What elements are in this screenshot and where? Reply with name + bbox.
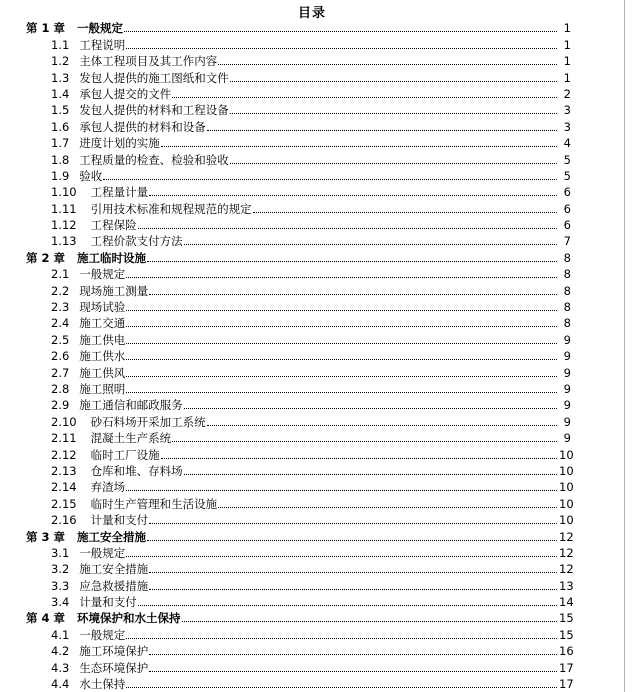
toc-entry-title: 主体工程项目及其工作内容 bbox=[79, 54, 218, 69]
toc-entry-number: 2.3 bbox=[51, 300, 70, 315]
toc-section-entry[interactable] bbox=[0, 232, 624, 248]
toc-entry-number: 2.12 bbox=[51, 447, 77, 462]
toc-entry-title: 承包人提交的文件 bbox=[79, 86, 172, 101]
toc-entry-title: 现场试验 bbox=[79, 300, 126, 315]
toc-entry-title: 一般规定 bbox=[79, 545, 126, 560]
dot-leader bbox=[126, 687, 557, 688]
toc-entry-title: 水土保持 bbox=[79, 677, 126, 692]
toc-entry-title: 施工供水 bbox=[79, 349, 126, 364]
toc-page-number: 10 bbox=[559, 447, 574, 462]
toc-entry-number: 2.9 bbox=[51, 398, 70, 413]
dot-leader bbox=[149, 671, 557, 672]
toc-section-entry[interactable] bbox=[0, 265, 624, 281]
toc-page-number: 8 bbox=[563, 316, 571, 331]
toc-section-entry[interactable] bbox=[0, 462, 624, 478]
toc-entry-title: 施工交通 bbox=[79, 316, 126, 331]
toc-page-number: 4 bbox=[563, 136, 571, 151]
toc-section-entry[interactable] bbox=[0, 35, 624, 51]
toc-entry-number: 2.10 bbox=[51, 414, 77, 429]
toc-entry-title: 发包人提供的材料和工程设备 bbox=[79, 103, 229, 118]
dot-leader bbox=[149, 589, 557, 590]
toc-entry-number: 1.9 bbox=[51, 168, 70, 183]
toc-entry-title: 弃渣场 bbox=[90, 480, 126, 495]
toc-section-entry[interactable] bbox=[0, 134, 624, 150]
toc-section-entry[interactable] bbox=[0, 445, 624, 461]
toc-entry-title: 环境保护和水土保持 bbox=[77, 611, 181, 626]
toc-entry-title: 仓库和堆、存料场 bbox=[90, 463, 183, 478]
dot-leader bbox=[126, 48, 557, 49]
dot-leader bbox=[161, 146, 557, 147]
dot-leader bbox=[126, 556, 557, 557]
toc-page-number: 9 bbox=[563, 381, 571, 396]
dot-leader bbox=[184, 474, 557, 475]
dot-leader bbox=[172, 441, 557, 442]
toc-entry-title: 施工供电 bbox=[79, 332, 126, 347]
toc-page-number: 17 bbox=[559, 677, 574, 692]
toc-entry-title: 计量和支付 bbox=[90, 513, 149, 528]
dot-leader bbox=[126, 392, 557, 393]
toc-section-entry[interactable] bbox=[0, 560, 624, 576]
toc-page-number: 6 bbox=[563, 201, 571, 216]
toc-entry-title: 生态环境保护 bbox=[79, 660, 149, 675]
toc-page-number: 15 bbox=[559, 627, 574, 642]
toc-section-entry[interactable] bbox=[0, 642, 624, 658]
dot-leader bbox=[147, 540, 557, 541]
toc-page-number: 1 bbox=[563, 21, 571, 36]
toc-section-entry[interactable] bbox=[0, 167, 624, 183]
toc-section-entry[interactable] bbox=[0, 101, 624, 117]
toc-entry-number: 1.10 bbox=[51, 185, 77, 200]
dot-leader bbox=[207, 425, 557, 426]
toc-entry-title: 计量和支付 bbox=[79, 595, 137, 610]
toc-entry-title: 发包人提供的施工图纸和文件 bbox=[79, 70, 229, 85]
dot-leader bbox=[149, 294, 557, 295]
toc-chapter-entry[interactable] bbox=[0, 527, 624, 543]
toc-section-entry[interactable] bbox=[0, 68, 624, 84]
toc-page-number: 3 bbox=[563, 103, 571, 118]
dot-leader bbox=[126, 326, 557, 327]
toc-entry-title: 验收 bbox=[79, 168, 103, 183]
toc-page-number: 1 bbox=[563, 54, 571, 69]
toc-section-entry[interactable] bbox=[0, 330, 624, 346]
toc-entry-number: 1.7 bbox=[51, 136, 70, 151]
toc-entry-number: 3.4 bbox=[51, 595, 70, 610]
toc-entry-title: 工程质量的检查、检验和验收 bbox=[79, 152, 229, 167]
toc-section-entry[interactable] bbox=[0, 150, 624, 166]
toc-page-number: 10 bbox=[559, 496, 574, 511]
toc-entry-number: 2.6 bbox=[51, 349, 70, 364]
toc-entry-number: 2.8 bbox=[51, 381, 70, 396]
toc-page-number: 3 bbox=[563, 119, 571, 134]
toc-entry-number: 第 2 章 bbox=[26, 250, 66, 265]
toc-section-entry[interactable] bbox=[0, 494, 624, 510]
toc-page-number: 16 bbox=[559, 644, 574, 659]
toc-section-entry[interactable] bbox=[0, 380, 624, 396]
toc-entry-title: 施工安全措施 bbox=[79, 562, 149, 577]
toc-entry-number: 4.3 bbox=[51, 660, 70, 675]
toc-section-entry[interactable] bbox=[0, 183, 624, 199]
toc-section-entry[interactable] bbox=[0, 625, 624, 641]
dot-leader bbox=[103, 179, 557, 180]
toc-page-number: 6 bbox=[563, 218, 571, 233]
toc-title: 目录 bbox=[297, 6, 326, 21]
dot-leader bbox=[149, 654, 557, 655]
toc-page-number: 9 bbox=[563, 431, 571, 446]
toc-entry-title: 一般规定 bbox=[79, 267, 126, 282]
toc-page-number: 7 bbox=[563, 234, 571, 249]
toc-section-entry[interactable] bbox=[0, 593, 624, 609]
toc-section-entry[interactable] bbox=[0, 298, 624, 314]
toc-section-entry[interactable] bbox=[0, 576, 624, 592]
toc-section-entry[interactable] bbox=[0, 396, 624, 412]
toc-entry-number: 2.16 bbox=[51, 513, 77, 528]
toc-entry-number: 2.13 bbox=[51, 463, 77, 478]
toc-section-entry[interactable] bbox=[0, 429, 624, 445]
toc-page-number: 10 bbox=[559, 463, 574, 478]
toc-entry-title: 施工临时设施 bbox=[77, 250, 147, 265]
toc-entry-number: 2.4 bbox=[51, 316, 70, 331]
dot-leader bbox=[218, 64, 557, 65]
toc-page-number: 9 bbox=[563, 365, 571, 380]
dot-leader bbox=[138, 605, 557, 606]
dot-leader bbox=[126, 638, 557, 639]
toc-section-entry[interactable] bbox=[0, 412, 624, 428]
toc-entry-number: 2.14 bbox=[51, 480, 77, 495]
dot-leader bbox=[147, 261, 557, 262]
toc-page-number: 12 bbox=[559, 545, 574, 560]
toc-chapter-entry[interactable] bbox=[0, 248, 624, 264]
toc-entry-title: 引用技术标准和规程规范的规定 bbox=[90, 201, 252, 216]
toc-entry-title: 工程价款支付方法 bbox=[90, 234, 183, 249]
toc-entry-title: 施工通信和邮政服务 bbox=[79, 398, 183, 413]
toc-section-entry[interactable] bbox=[0, 117, 624, 133]
toc-section-entry[interactable] bbox=[0, 347, 624, 363]
toc-entry-title: 施工供风 bbox=[79, 365, 126, 380]
dot-leader bbox=[126, 376, 557, 377]
toc-entry-number: 2.2 bbox=[51, 283, 70, 298]
toc-entry-number: 4.1 bbox=[51, 627, 70, 642]
toc-entry-number: 1.1 bbox=[51, 37, 70, 52]
toc-page-number: 2 bbox=[563, 86, 571, 101]
dot-leader bbox=[172, 97, 557, 98]
toc-page-number: 13 bbox=[559, 578, 574, 593]
toc-entry-title: 工程量计量 bbox=[90, 185, 149, 200]
toc-page-number: 1 bbox=[563, 70, 571, 85]
toc-entry-title: 施工照明 bbox=[79, 381, 126, 396]
toc-page-number: 17 bbox=[559, 660, 574, 675]
toc-page-number: 12 bbox=[559, 562, 574, 577]
toc-section-entry[interactable] bbox=[0, 478, 624, 494]
dot-leader bbox=[218, 507, 557, 508]
toc-entry-title: 一般规定 bbox=[79, 627, 126, 642]
dot-leader bbox=[126, 310, 557, 311]
toc-entry-number: 1.4 bbox=[51, 86, 70, 101]
toc-entry-number: 4.4 bbox=[51, 677, 70, 692]
toc-page-number: 8 bbox=[563, 267, 571, 282]
dot-leader bbox=[184, 408, 557, 409]
toc-section-entry[interactable] bbox=[0, 314, 624, 330]
toc-page-number: 6 bbox=[563, 185, 571, 200]
toc-section-entry[interactable] bbox=[0, 544, 624, 560]
toc-entry-number: 2.15 bbox=[51, 496, 77, 511]
dot-leader bbox=[126, 343, 557, 344]
toc-page-number: 14 bbox=[559, 595, 574, 610]
dot-leader bbox=[253, 212, 557, 213]
toc-entry-title: 临时生产管理和生活设施 bbox=[90, 496, 218, 511]
toc-entry-number: 3.1 bbox=[51, 545, 70, 560]
toc-entry-number: 1.2 bbox=[51, 54, 70, 69]
toc-entry-number: 第 4 章 bbox=[26, 611, 66, 626]
toc-entry-title: 应急救援措施 bbox=[79, 578, 149, 593]
toc-section-entry[interactable] bbox=[0, 199, 624, 215]
dot-leader bbox=[230, 113, 557, 114]
dot-leader bbox=[230, 163, 557, 164]
toc-chapter-entry[interactable] bbox=[0, 609, 624, 625]
toc-entry-number: 1.5 bbox=[51, 103, 70, 118]
toc-entry-number: 2.7 bbox=[51, 365, 70, 380]
toc-entry-number: 3.2 bbox=[51, 562, 70, 577]
toc-page-number: 9 bbox=[563, 414, 571, 429]
toc-entry-title: 进度计划的实施 bbox=[79, 136, 160, 151]
toc-page-number: 1 bbox=[563, 37, 571, 52]
toc-page-number: 5 bbox=[563, 152, 571, 167]
toc-entry-number: 1.13 bbox=[51, 234, 77, 249]
toc-section-entry[interactable] bbox=[0, 363, 624, 379]
toc-entry-number: 第 1 章 bbox=[26, 21, 66, 36]
toc-page-number: 8 bbox=[563, 300, 571, 315]
dot-leader bbox=[230, 81, 557, 82]
toc-section-entry[interactable] bbox=[0, 85, 624, 101]
toc-page-number: 12 bbox=[559, 529, 574, 544]
toc-entry-number: 4.2 bbox=[51, 644, 70, 659]
page-edge-divider bbox=[624, 0, 625, 692]
toc-entry-title: 施工环境保护 bbox=[79, 644, 149, 659]
toc-section-entry[interactable] bbox=[0, 216, 624, 232]
toc-entry-number: 第 3 章 bbox=[26, 529, 66, 544]
toc-section-entry[interactable] bbox=[0, 511, 624, 527]
toc-entry-title: 工程说明 bbox=[79, 37, 126, 52]
dot-leader bbox=[124, 31, 557, 32]
toc-chapter-entry[interactable] bbox=[0, 19, 624, 35]
toc-entry-number: 1.12 bbox=[51, 218, 77, 233]
dot-leader bbox=[149, 523, 557, 524]
dot-leader bbox=[126, 359, 557, 360]
toc-section-entry[interactable] bbox=[0, 658, 624, 674]
dot-leader bbox=[149, 195, 557, 196]
toc-entry-title: 工程保险 bbox=[90, 218, 137, 233]
toc-entry-title: 现场施工测量 bbox=[79, 283, 149, 298]
toc-entry-title: 一般规定 bbox=[77, 21, 124, 36]
toc-page-number: 8 bbox=[563, 283, 571, 298]
toc-page-number: 5 bbox=[563, 168, 571, 183]
dot-leader bbox=[126, 277, 557, 278]
dot-leader bbox=[149, 572, 557, 573]
toc-section-entry[interactable] bbox=[0, 52, 624, 68]
toc-section-entry[interactable] bbox=[0, 281, 624, 297]
dot-leader bbox=[182, 621, 557, 622]
dot-leader bbox=[126, 490, 557, 491]
dot-leader bbox=[184, 244, 557, 245]
toc-page-number: 8 bbox=[563, 250, 571, 265]
toc-entry-number: 2.11 bbox=[51, 431, 77, 446]
dot-leader bbox=[207, 130, 557, 131]
toc-page-number: 10 bbox=[559, 480, 574, 495]
toc-page-number: 15 bbox=[559, 611, 574, 626]
toc-section-entry[interactable] bbox=[0, 675, 624, 691]
toc-page-number: 9 bbox=[563, 332, 571, 347]
toc-page-number: 10 bbox=[559, 513, 574, 528]
toc-entry-title: 砂石料场开采加工系统 bbox=[90, 414, 206, 429]
toc-page-number: 9 bbox=[563, 398, 571, 413]
toc-page-number: 9 bbox=[563, 349, 571, 364]
toc-entry-title: 混凝土生产系统 bbox=[90, 431, 172, 446]
toc-entry-number: 2.5 bbox=[51, 332, 70, 347]
table-of-contents bbox=[0, 19, 624, 691]
toc-entry-title: 承包人提供的材料和设备 bbox=[79, 119, 206, 134]
toc-entry-title: 施工安全措施 bbox=[77, 529, 147, 544]
toc-entry-number: 2.1 bbox=[51, 267, 70, 282]
toc-entry-title: 临时工厂设施 bbox=[90, 447, 160, 462]
dot-leader bbox=[138, 228, 557, 229]
toc-entry-number: 1.6 bbox=[51, 119, 70, 134]
toc-entry-number: 1.11 bbox=[51, 201, 77, 216]
toc-entry-number: 1.8 bbox=[51, 152, 70, 167]
toc-entry-number: 3.3 bbox=[51, 578, 70, 593]
dot-leader bbox=[161, 458, 557, 459]
toc-entry-number: 1.3 bbox=[51, 70, 70, 85]
